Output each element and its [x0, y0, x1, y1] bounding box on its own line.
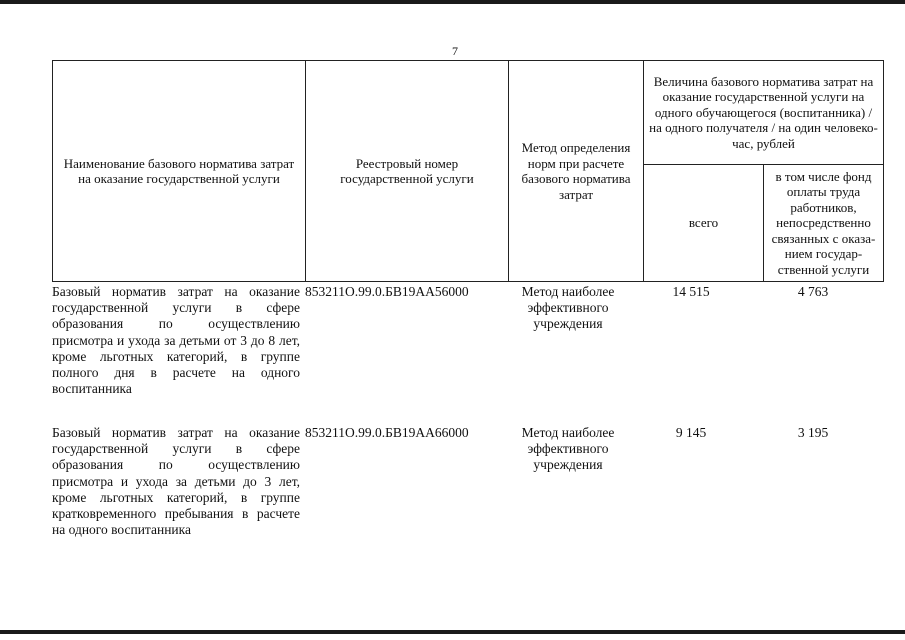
row-total: 14 515 — [672, 284, 710, 299]
header-fund-column: в том числе фонд оплаты труда работников, непосредственно связанных с оказа-нием государ-ственной услуги — [764, 165, 884, 282]
row-method: Метод наиболее эффективного учреждения — [521, 425, 615, 473]
header-name-column: Наименование базового норматива затрат на оказание государственной услуги — [53, 61, 306, 282]
row-method: Метод наиболее эффективного учреждения — [521, 284, 615, 332]
header-total-column: всего — [644, 165, 764, 282]
header-code-column: Реестровый номер государственной услуги — [306, 61, 509, 282]
page-number: 7 — [452, 44, 458, 58]
row-name: Базовый норматив затрат на оказание государственной услуги в сфере образования по осуществлению присмотра и ухода за детьми до 3 лет, кроме льготных категорий, в группе кратковременного пребывания в расчете на одного воспитанника — [52, 425, 300, 538]
row-code: 853211О.99.0.БВ19АА56000 — [305, 284, 469, 299]
header-value-group: Величина базового норматива затрат на оказание государственной услуги на одного обучающегося (воспитанника) / на одного получателя / на один человеко-час, рублей — [644, 61, 884, 165]
row-code: 853211О.99.0.БВ19АА66000 — [305, 425, 469, 440]
row-name: Базовый норматив затрат на оказание государственной услуги в сфере образования по осуществлению присмотра и ухода за детьми от 3 до 8 лет, кроме льготных категорий, в группе полного дня в расчете на одного воспитанника — [52, 284, 300, 397]
row-fund: 3 195 — [797, 425, 829, 440]
row-total: 9 145 — [675, 425, 707, 440]
scan-top-border — [0, 0, 905, 4]
scan-bottom-border — [0, 630, 905, 634]
table-header — [52, 60, 884, 282]
row-fund: 4 763 — [797, 284, 829, 299]
header-method-column: Метод определения норм при расчете базового норматива затрат — [509, 61, 644, 282]
